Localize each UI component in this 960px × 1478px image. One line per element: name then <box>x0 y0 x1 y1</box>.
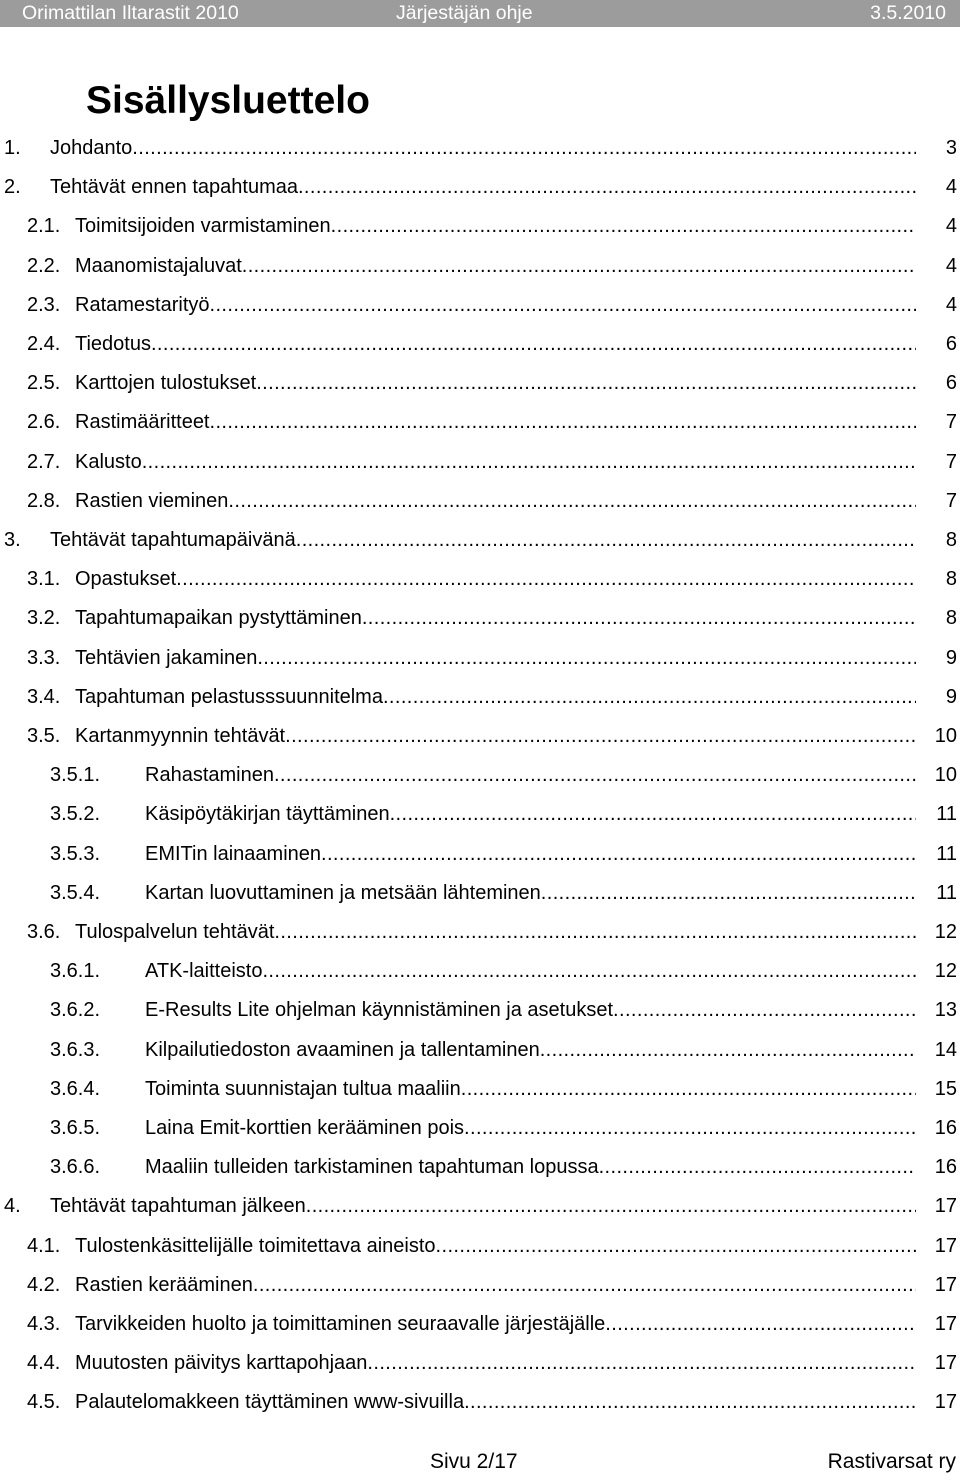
toc-entry-label: Tehtävät ennen tapahtumaa <box>50 176 298 199</box>
toc-dot-leader <box>296 521 916 560</box>
toc-entry-page-number: 4 <box>945 176 957 199</box>
toc-entry-text-with-leader <box>75 364 916 403</box>
toc-entry-number: 3.4. <box>27 685 61 708</box>
page-header <box>0 0 960 27</box>
toc-entry-label: Laina Emit-korttien kerääminen pois <box>145 1117 465 1139</box>
toc-entry-page-number: 12 <box>934 960 957 983</box>
toc-entry-text-with-leader <box>75 1266 916 1305</box>
toc-entry[interactable] <box>0 129 960 168</box>
toc-entry-label: Palautelomakkeen täyttäminen www-sivuilla <box>75 1391 465 1414</box>
toc-entry[interactable] <box>0 1383 960 1422</box>
toc-entry-page-number: 14 <box>934 1038 957 1061</box>
toc-dot-leader <box>390 795 916 834</box>
toc-entry[interactable] <box>0 207 960 246</box>
toc-dot-leader <box>228 482 916 521</box>
toc-entry-page-number: 16 <box>934 1156 957 1179</box>
footer-organization: Rastivarsat ry <box>827 1450 956 1473</box>
toc-entry-text-with-leader <box>145 1109 916 1148</box>
toc-entry-number: 4. <box>4 1195 21 1218</box>
toc-entry[interactable] <box>0 717 960 756</box>
toc-entry-number: 2.6. <box>27 411 61 434</box>
toc-entry[interactable] <box>0 1187 960 1226</box>
toc-entry-number: 2.1. <box>27 215 61 238</box>
toc-entry-number: 4.2. <box>27 1273 61 1296</box>
toc-entry-number: 2.2. <box>27 254 61 277</box>
toc-entry[interactable] <box>0 443 960 482</box>
toc-entry-text-with-leader <box>75 482 916 521</box>
toc-entry-page-number: 7 <box>945 489 957 512</box>
toc-entry[interactable] <box>0 874 960 913</box>
toc-entry-page-number: 7 <box>945 450 957 473</box>
toc-entry[interactable] <box>0 325 960 364</box>
toc-entry-number: 3.5.2. <box>50 803 101 826</box>
toc-entry-label: Kilpailutiedoston avaaminen ja tallentaminen <box>145 1038 540 1061</box>
toc-dot-leader <box>321 835 916 874</box>
toc-entry-text-with-leader <box>75 443 916 482</box>
toc-entry-text-with-leader <box>145 991 916 1030</box>
toc-entry-number: 3.5.1. <box>50 764 101 787</box>
toc-entry-page-number: 8 <box>945 607 957 630</box>
toc-entry-text-with-leader <box>145 874 916 913</box>
toc-dot-leader <box>210 403 917 442</box>
toc-entry-number: 2.7. <box>27 450 61 473</box>
toc-entry-text-with-leader <box>50 1187 916 1226</box>
toc-entry-page-number: 8 <box>945 529 957 551</box>
toc-entry-label: Toiminta suunnistajan tultua maaliin <box>145 1077 461 1100</box>
toc-entry-label: Toimitsijoiden varmistaminen <box>75 215 331 238</box>
header-date: 3.5.2010 <box>870 2 946 24</box>
toc-entry[interactable] <box>0 756 960 795</box>
toc-entry-label: Tehtävien jakaminen <box>75 646 258 669</box>
toc-entry-text-with-leader <box>145 1070 916 1109</box>
toc-entry-number: 2.4. <box>27 333 61 355</box>
toc-entry-page-number: 11 <box>936 842 957 865</box>
toc-entry-number: 3.1. <box>27 568 61 591</box>
toc-entry-text-with-leader <box>75 325 916 364</box>
toc-entry-page-number: 17 <box>934 1352 957 1375</box>
toc-entry-label: Rastien kerääminen <box>75 1273 253 1296</box>
toc-entry-label: EMITin lainaaminen <box>145 842 322 865</box>
toc-dot-leader <box>306 1187 916 1226</box>
toc-entry-page-number: 4 <box>945 254 957 277</box>
toc-entry-label: Kalusto <box>75 450 142 473</box>
toc-entry-page-number: 4 <box>945 215 957 238</box>
toc-entry-text-with-leader <box>145 756 916 795</box>
toc-entry[interactable] <box>0 1148 960 1187</box>
toc-entry-number: 3.5. <box>27 725 61 747</box>
toc-entry-text-with-leader <box>75 1305 916 1344</box>
toc-entry-label: Tiedotus <box>75 333 151 355</box>
toc-entry[interactable] <box>0 639 960 678</box>
toc-entry-page-number: 10 <box>934 764 957 787</box>
toc-entry-text-with-leader <box>75 286 916 325</box>
footer-page-number: Sivu 2/17 <box>430 1450 518 1473</box>
toc-entry[interactable] <box>0 952 960 991</box>
toc-dot-leader <box>464 1383 916 1422</box>
toc-entry[interactable] <box>0 364 960 403</box>
toc-entry-label: Maanomistajaluvat <box>75 254 242 277</box>
toc-dot-leader <box>274 756 916 795</box>
toc-entry-text-with-leader <box>75 599 916 638</box>
toc-entry-label: Rastien vieminen <box>75 489 229 512</box>
toc-entry-label: Tapahtumapaikan pystyttäminen <box>75 607 362 630</box>
toc-entry-text-with-leader <box>145 1148 916 1187</box>
toc-entry-page-number: 10 <box>934 725 957 747</box>
toc-entry-text-with-leader <box>145 795 916 834</box>
toc-entry-label: Opastukset <box>75 568 177 591</box>
toc-entry[interactable] <box>0 678 960 717</box>
toc-entry-label: Kartanmyynnin tehtävät <box>75 725 286 747</box>
toc-entry[interactable] <box>0 599 960 638</box>
toc-entry[interactable] <box>0 247 960 286</box>
toc-entry-text-with-leader <box>145 835 916 874</box>
toc-entry[interactable] <box>0 795 960 834</box>
toc-entry-page-number: 3 <box>945 137 957 159</box>
toc-dot-leader <box>242 247 916 286</box>
toc-entry-number: 3.6.1. <box>50 960 101 983</box>
toc-entry-text-with-leader <box>75 1227 916 1266</box>
toc-dot-leader <box>262 952 916 991</box>
toc-entry[interactable] <box>0 482 960 521</box>
toc-entry-label: ATK-laitteisto <box>145 960 263 983</box>
toc-dot-leader <box>605 1305 916 1344</box>
toc-entry-number: 4.4. <box>27 1352 61 1375</box>
toc-dot-leader <box>331 207 916 246</box>
toc-entry[interactable] <box>0 1266 960 1305</box>
toc-entry[interactable] <box>0 168 960 207</box>
toc-entry-number: 3.2. <box>27 607 61 630</box>
toc-entry-number: 3. <box>4 529 21 551</box>
toc-dot-leader <box>285 717 916 756</box>
toc-entry-label: Muutosten päivitys karttapohjaan <box>75 1352 368 1375</box>
toc-entry-text-with-leader <box>75 403 916 442</box>
toc-entry-page-number: 7 <box>945 411 957 434</box>
toc-entry-label: Rastimääritteet <box>75 411 210 434</box>
toc-entry-text-with-leader <box>75 1344 916 1383</box>
toc-entry-page-number: 11 <box>936 803 957 826</box>
toc-entry-text-with-leader <box>75 913 916 952</box>
header-document-title: Järjestäjän ohje <box>396 2 533 24</box>
toc-dot-leader <box>540 1031 916 1070</box>
toc-dot-leader <box>461 1070 916 1109</box>
toc-entry-label: E-Results Lite ohjelman käynnistäminen ja asetukset <box>145 999 614 1022</box>
toc-entry-text-with-leader <box>75 560 916 599</box>
toc-entry-number: 4.5. <box>27 1391 61 1414</box>
toc-dot-leader <box>132 129 916 168</box>
toc-entry[interactable] <box>0 521 960 560</box>
toc-entry-label: Tulostenkäsittelijälle toimitettava aineisto <box>75 1234 436 1257</box>
toc-entry-page-number: 6 <box>945 333 957 355</box>
toc-entry[interactable] <box>0 286 960 325</box>
toc-entry[interactable] <box>0 1227 960 1266</box>
toc-entry-number: 1. <box>4 137 21 159</box>
toc-entry[interactable] <box>0 403 960 442</box>
toc-dot-leader <box>464 1109 916 1148</box>
toc-entry-page-number: 8 <box>945 568 957 591</box>
toc-entry-number: 2.5. <box>27 372 61 395</box>
toc-entry-page-number: 11 <box>936 881 957 904</box>
toc-entry-number: 4.1. <box>27 1234 61 1257</box>
toc-entry[interactable] <box>0 560 960 599</box>
toc-entry-label: Ratamestarityö <box>75 293 210 316</box>
toc-entry-label: Tehtävät tapahtuman jälkeen <box>50 1195 306 1218</box>
toc-dot-leader <box>436 1227 916 1266</box>
toc-dot-leader <box>613 991 916 1030</box>
toc-dot-leader <box>210 286 917 325</box>
toc-entry[interactable] <box>0 1305 960 1344</box>
page-title: Sisällysluettelo <box>86 79 370 122</box>
toc-entry-page-number: 17 <box>934 1195 957 1218</box>
toc-entry-label: Tulospalvelun tehtävät <box>75 921 275 943</box>
toc-entry[interactable] <box>0 1070 960 1109</box>
toc-entry-text-with-leader <box>75 1383 916 1422</box>
toc-entry-label: Tehtävät tapahtumapäivänä <box>50 529 296 551</box>
toc-entry-number: 2. <box>4 176 21 199</box>
toc-dot-leader <box>256 364 916 403</box>
toc-entry-page-number: 9 <box>945 685 957 708</box>
toc-entry-text-with-leader <box>75 207 916 246</box>
toc-entry-text-with-leader <box>75 678 916 717</box>
toc-entry-label: Käsipöytäkirjan täyttäminen <box>145 803 390 826</box>
toc-entry-number: 2.3. <box>27 293 61 316</box>
toc-entry-page-number: 6 <box>945 372 957 395</box>
toc-entry-label: Tapahtuman pelastusssuunnitelma <box>75 685 383 708</box>
header-event-name: Orimattilan Iltarastit 2010 <box>22 2 239 24</box>
toc-entry-text-with-leader <box>50 521 916 560</box>
toc-entry-number: 3.6.4. <box>50 1077 101 1100</box>
toc-dot-leader <box>274 913 916 952</box>
toc-entry-number: 3.6.5. <box>50 1117 101 1139</box>
toc-entry-number: 3.6.6. <box>50 1156 101 1179</box>
toc-entry-text-with-leader <box>75 639 916 678</box>
toc-dot-leader <box>298 168 916 207</box>
toc-entry[interactable] <box>0 1031 960 1070</box>
toc-entry-text-with-leader <box>145 952 916 991</box>
toc-dot-leader <box>383 678 916 717</box>
toc-entry-label: Karttojen tulostukset <box>75 372 257 395</box>
toc-entry-number: 3.5.4. <box>50 881 101 904</box>
toc-dot-leader <box>541 874 916 913</box>
toc-entry-page-number: 17 <box>934 1273 957 1296</box>
toc-entry-number: 3.6. <box>27 921 61 943</box>
toc-entry[interactable] <box>0 1344 960 1383</box>
toc-entry-number: 3.5.3. <box>50 842 101 865</box>
toc-entry-page-number: 9 <box>945 646 957 669</box>
toc-entry-page-number: 13 <box>934 999 957 1022</box>
toc-entry-page-number: 15 <box>934 1077 957 1100</box>
page-footer <box>0 1446 960 1478</box>
toc-entry[interactable] <box>0 1109 960 1148</box>
toc-dot-leader <box>362 599 916 638</box>
toc-entry-page-number: 4 <box>945 293 957 316</box>
toc-dot-leader <box>176 560 916 599</box>
toc-entry-page-number: 17 <box>934 1391 957 1414</box>
toc-entry-label: Johdanto <box>50 137 133 159</box>
toc-entry-number: 3.3. <box>27 646 61 669</box>
toc-entry-page-number: 17 <box>934 1313 957 1335</box>
toc-entry-text-with-leader <box>145 1031 916 1070</box>
toc-entry-label: Rahastaminen <box>145 764 274 787</box>
toc-entry-number: 3.6.2. <box>50 999 101 1022</box>
toc-entry-label: Tarvikkeiden huolto ja toimittaminen seuraavalle järjestäjälle <box>75 1313 606 1335</box>
toc-entry-page-number: 16 <box>934 1117 957 1139</box>
toc-entry[interactable] <box>0 913 960 952</box>
toc-entry-number: 4.3. <box>27 1313 61 1335</box>
toc-entry-number: 3.6.3. <box>50 1038 101 1061</box>
toc-entry-text-with-leader <box>75 247 916 286</box>
toc-entry-label: Kartan luovuttaminen ja metsään lähteminen <box>145 881 541 904</box>
toc-entry-number: 2.8. <box>27 489 61 512</box>
toc-entry[interactable] <box>0 991 960 1030</box>
toc-dot-leader <box>257 639 916 678</box>
toc-dot-leader <box>599 1148 916 1187</box>
toc-dot-leader <box>142 443 916 482</box>
toc-dot-leader <box>367 1344 916 1383</box>
toc-entry[interactable] <box>0 835 960 874</box>
toc-entry-text-with-leader <box>50 129 916 168</box>
toc-entry-page-number: 17 <box>934 1234 957 1257</box>
toc-entry-label: Maaliin tulleiden tarkistaminen tapahtuman lopussa <box>145 1156 599 1179</box>
toc-dot-leader <box>253 1266 916 1305</box>
toc-entry-page-number: 12 <box>934 921 957 943</box>
toc-dot-leader <box>151 325 916 364</box>
toc-entry-text-with-leader <box>75 717 916 756</box>
toc-entry-text-with-leader <box>50 168 916 207</box>
